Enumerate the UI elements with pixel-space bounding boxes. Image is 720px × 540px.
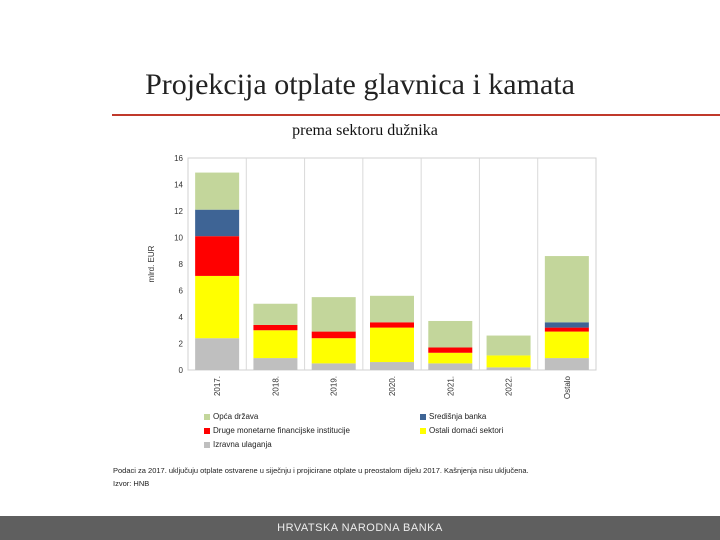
y-tick-label: 4 xyxy=(178,313,183,322)
bar-segment xyxy=(428,321,472,348)
bar-segment xyxy=(370,322,414,327)
bar-segment xyxy=(487,355,531,367)
x-tick-label: 2017. xyxy=(213,376,223,397)
bar-segment xyxy=(545,358,589,370)
bar-segment xyxy=(253,304,297,325)
bar-segment xyxy=(487,336,531,356)
legend-swatch xyxy=(204,428,210,434)
bar-segment xyxy=(545,256,589,322)
x-tick-label: 2021. xyxy=(446,376,456,397)
chart-subtitle: prema sektoru dužnika xyxy=(292,122,438,139)
bar-segment xyxy=(487,367,531,370)
y-tick-label: 10 xyxy=(174,233,183,243)
legend-label: Središnja banka xyxy=(429,412,487,421)
x-tick-label: Ostalo xyxy=(562,376,572,400)
bar-segment xyxy=(312,297,356,331)
legend-swatch xyxy=(420,428,426,434)
legend-item xyxy=(420,426,503,435)
bar-segment xyxy=(312,332,356,339)
bar-segment xyxy=(195,210,239,237)
bar-segment xyxy=(370,328,414,362)
bar-segment xyxy=(545,322,589,327)
y-tick-label: 0 xyxy=(178,366,183,375)
legend-swatch xyxy=(420,414,426,420)
legend-item xyxy=(204,440,272,449)
y-axis-label: mlrd. EUR xyxy=(147,245,156,283)
x-tick-label: 2018. xyxy=(271,376,281,397)
bar-segment xyxy=(195,236,239,276)
legend-swatch xyxy=(204,442,210,448)
legend-label: Druge monetarne financijske institucije xyxy=(213,426,350,435)
legend-item xyxy=(204,426,350,435)
bar-segment xyxy=(195,173,239,210)
bar-segment xyxy=(253,358,297,370)
bar-segment xyxy=(545,332,589,359)
footer-bar xyxy=(0,516,720,540)
legend-swatch xyxy=(204,414,210,420)
y-tick-label: 16 xyxy=(174,154,183,163)
y-tick-label: 2 xyxy=(178,339,183,349)
y-tick-label: 12 xyxy=(174,207,183,216)
bar-segment xyxy=(253,325,297,330)
chart-source: Izvor: HNB xyxy=(113,479,150,488)
x-tick-label: 2019. xyxy=(329,376,339,397)
footer-text: HRVATSKA NARODNA BANKA xyxy=(277,522,443,534)
bar-segment xyxy=(428,363,472,370)
bar-segment xyxy=(195,338,239,370)
chart-note: Podaci za 2017. uključuju otplate ostvarene u siječnju i projicirane otplate u preostalom dijelu 2017. Kašnjenja nisu uključena. xyxy=(113,466,529,475)
legend-label: Ostali domaći sektori xyxy=(429,426,504,435)
bar-segment xyxy=(312,338,356,363)
x-tick-label: 2020. xyxy=(388,376,397,397)
y-tick-label: 14 xyxy=(174,180,183,190)
legend-label: Izravna ulaganja xyxy=(213,440,272,449)
bar-segment xyxy=(370,362,414,370)
legend-label: Opća država xyxy=(213,412,259,421)
bar-segment xyxy=(370,296,414,323)
bar-segment xyxy=(545,328,589,332)
y-tick-label: 6 xyxy=(178,286,183,296)
y-tick-label: 8 xyxy=(178,260,183,269)
bar-segment xyxy=(253,330,297,358)
bar-segment xyxy=(195,276,239,338)
legend-item xyxy=(420,412,486,421)
bar-segment xyxy=(312,363,356,370)
x-tick-label: 2022. xyxy=(504,376,514,397)
page-title: Projekcija otplate glavnica i kamata xyxy=(145,68,575,101)
bar-segment xyxy=(428,347,472,352)
legend-item xyxy=(204,412,258,421)
bar-segment xyxy=(428,353,472,364)
